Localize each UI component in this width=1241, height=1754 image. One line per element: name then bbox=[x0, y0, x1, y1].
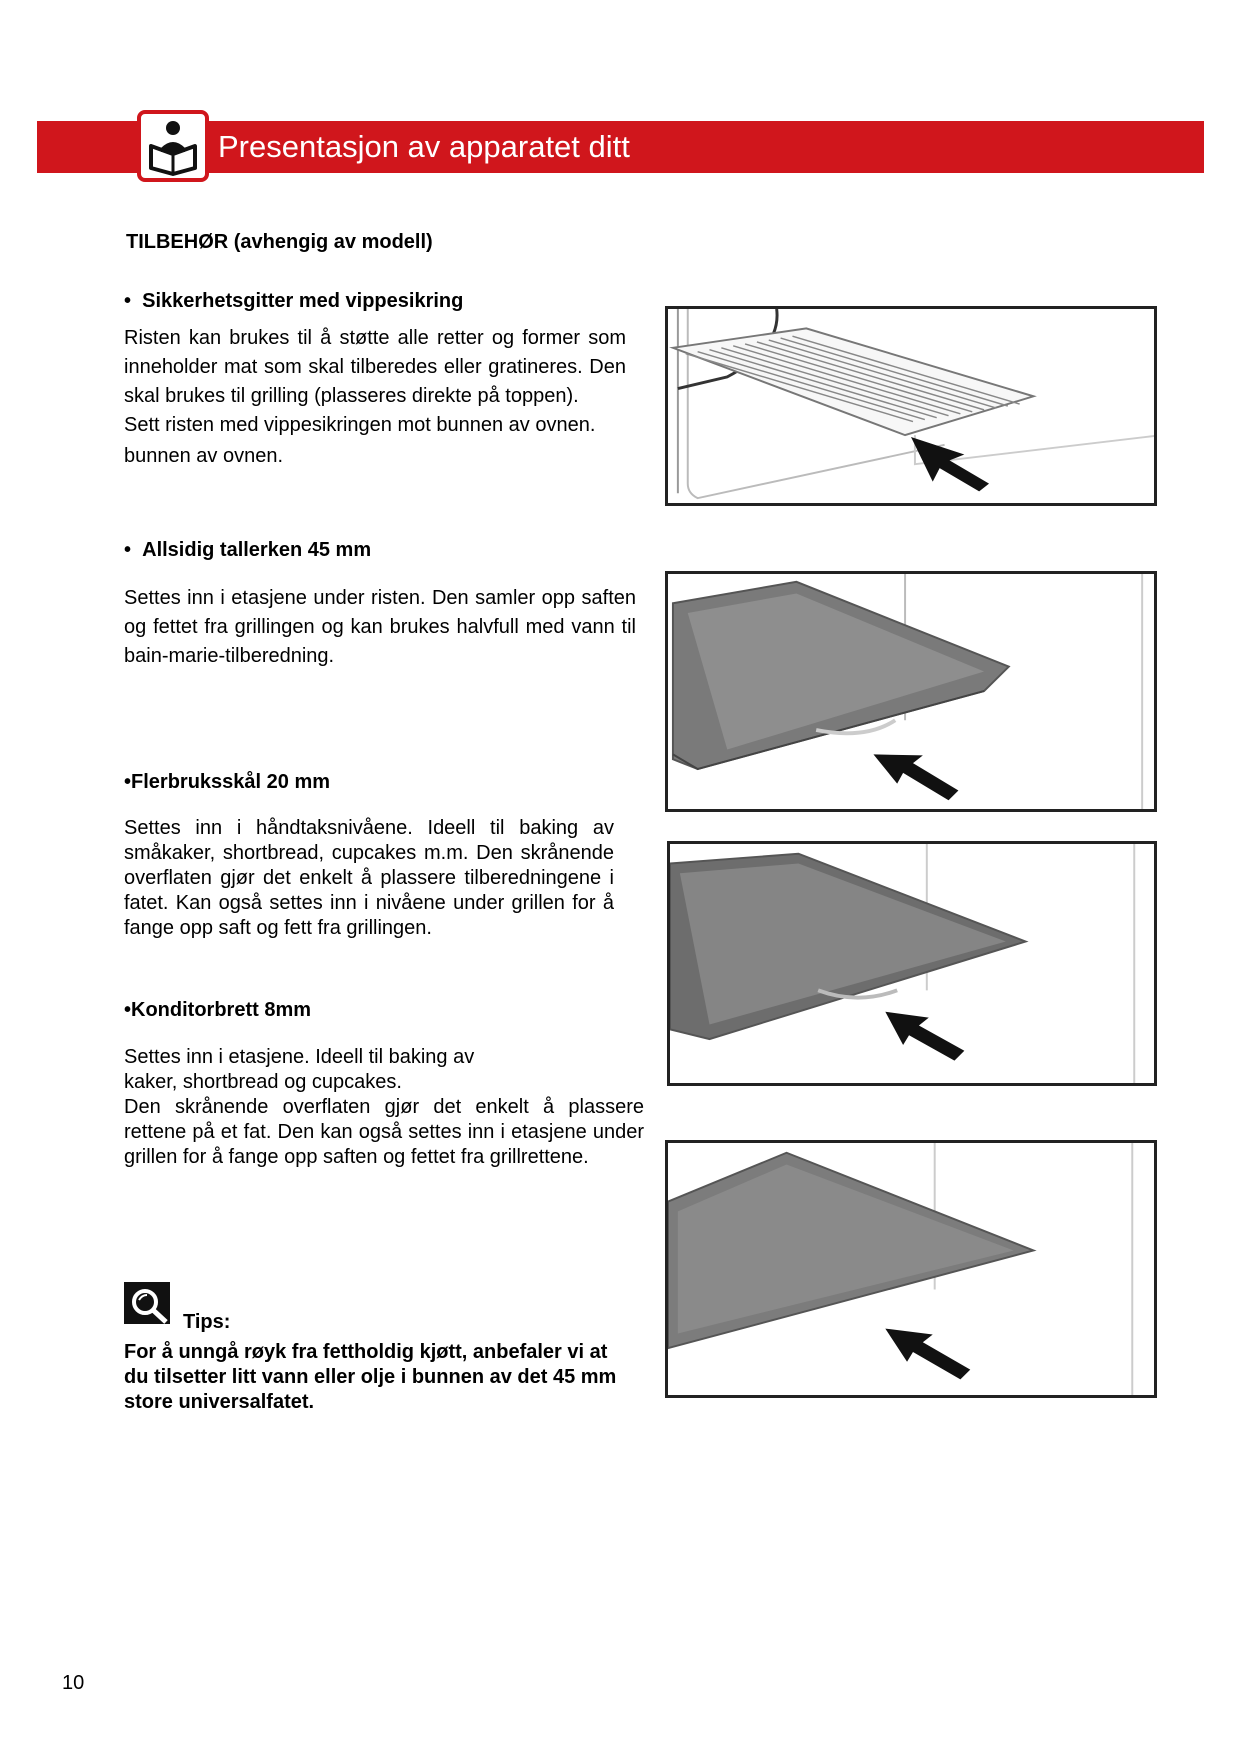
paragraph: Risten kan brukes til å støtte alle retter og former som inneholder mat som skal tilberedes eller gratineres. Den skal brukes til grilling (plasseres direkte på toppen). bbox=[124, 327, 626, 407]
bullet-icon: • bbox=[124, 290, 143, 312]
accessory-text-rack bbox=[124, 324, 626, 471]
tips-label: Tips: bbox=[183, 1311, 231, 1333]
magnifier-tips-icon bbox=[124, 1282, 174, 1328]
tips-text: For å unngå røyk fra fettholdig kjøtt, anbefaler vi at du tilsetter litt vann eller olje i bunnen av det 45 mm store universalfatet. bbox=[124, 1341, 617, 1413]
bullet-icon: • bbox=[124, 539, 143, 561]
paragraph: Settes inn i håndtaksnivåene. Ideell til baking av småkaker, shortbread, cupcakes m.m. Den skrånende overflaten gjør det enkelt å plassere tilberedningene i fatet. Kan også settes inn i nivåene under grillen for å fange opp saft og fett fra grillingen. bbox=[124, 817, 614, 939]
accessory-title-deep-tray: • Allsidig tallerken 45 mm bbox=[124, 539, 372, 561]
person-reading-book-icon bbox=[137, 110, 209, 182]
accessory-text-pastry-tray bbox=[124, 1045, 644, 1170]
accessory-title-pastry-tray: •Konditorbrett 8mm bbox=[124, 999, 312, 1021]
bullet-icon: • bbox=[124, 771, 132, 793]
accessory-text-deep-tray bbox=[124, 584, 636, 671]
accessory-text-multi-dish bbox=[124, 816, 614, 941]
deep-tray-illustration bbox=[665, 571, 1157, 812]
multi-dish-illustration bbox=[667, 841, 1157, 1086]
page-number: 10 bbox=[62, 1672, 85, 1694]
paragraph: Sett risten med vippesikringen mot bunnen av ovnen. bbox=[124, 414, 596, 436]
paragraph: Settes inn i etasjene. Ideell til baking av kaker, shortbread og cupcakes. bbox=[124, 1046, 475, 1093]
accessory-title-rack: • Sikkerhetsgitter med vippesikring bbox=[124, 290, 464, 312]
paragraph: Den skrånende overflaten gjør det enkelt å plassere rettene på et fat. Den kan også settes inn i etasjene under grillen for å fange opp saften og fettet fra grillrettene. bbox=[124, 1096, 644, 1168]
paragraph: bunnen av ovnen. bbox=[124, 445, 284, 467]
section-title: TILBEHØR (avhengig av modell) bbox=[126, 231, 433, 253]
page-title: Presentasjon av apparatet ditt bbox=[218, 129, 630, 164]
rack-illustration bbox=[665, 306, 1157, 506]
accessory-title-multi-dish: •Flerbruksskål 20 mm bbox=[124, 771, 331, 793]
pastry-tray-illustration bbox=[665, 1140, 1157, 1398]
paragraph: Settes inn i etasjene under risten. Den samler opp saften og fettet fra grillingen og kan brukes halvfull med vann til bain-marie-tilberedning. bbox=[124, 587, 636, 667]
bullet-icon: • bbox=[124, 999, 132, 1021]
